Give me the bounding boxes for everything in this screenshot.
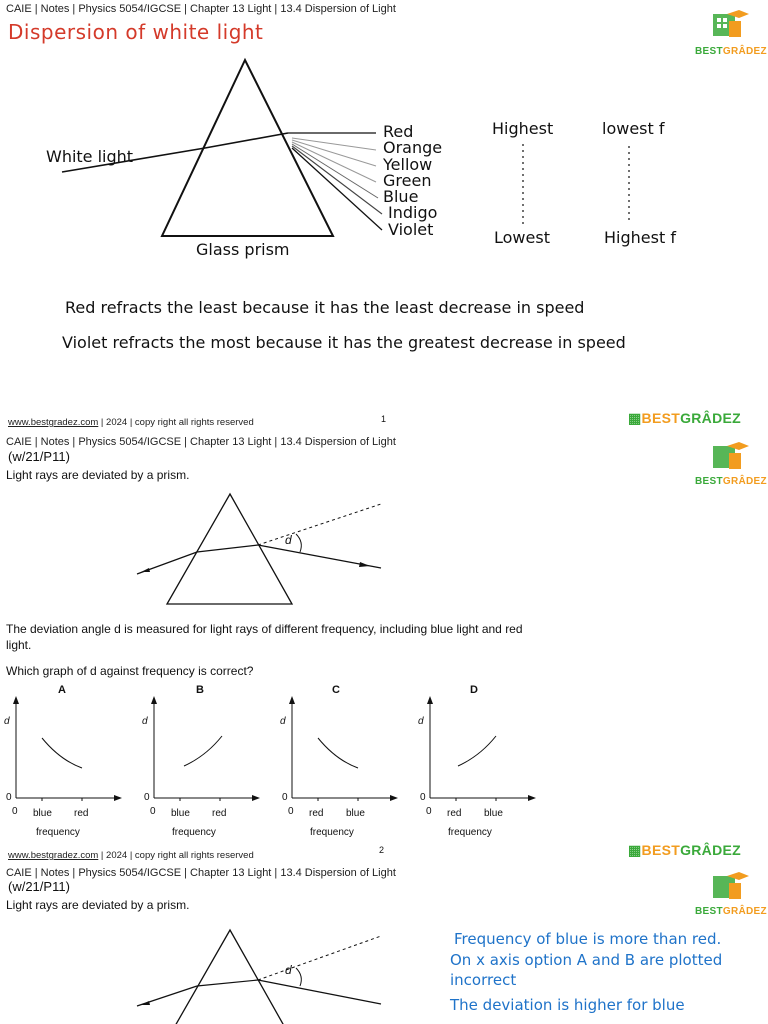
graph-axis-x: frequency — [36, 827, 80, 838]
footer-url[interactable]: www.bestgradez.com — [8, 417, 99, 428]
note-3: incorrect — [450, 971, 517, 989]
graph-tick-2: red — [74, 808, 89, 819]
note-4: The deviation is higher for blue — [450, 996, 685, 1014]
question-ref-3: (w/21/P11) — [8, 879, 70, 894]
brand-part2: GRÂDEZ — [722, 46, 767, 57]
spectrum-colors — [383, 124, 442, 238]
footer-logo-1-part2: GRÂDEZ — [680, 410, 741, 426]
footer-logo-1: ▦BESTGRÂDEZ — [628, 410, 741, 426]
graph-label: A — [58, 684, 66, 696]
graph-B[interactable] — [138, 680, 268, 840]
page-title: Dispersion of white light — [8, 20, 264, 44]
graph-tick-2: red — [212, 808, 227, 819]
col2-top: lowest f — [602, 119, 665, 138]
page-header: CAIE | Notes | Physics 5054/IGCSE | Chapter 13 Light | 13.4 Dispersion of Light — [6, 3, 396, 15]
footer-logo-2: ▦BESTGRÂDEZ — [628, 842, 741, 858]
graph-D[interactable] — [414, 680, 544, 840]
color-indigo: Indigo — [388, 203, 438, 223]
brand3-part1: BEST — [695, 906, 723, 917]
page-header-2: CAIE | Notes | Physics 5054/IGCSE | Chapter 13 Light | 13.4 Dispersion of Light — [6, 436, 396, 448]
graph-label: C — [332, 684, 340, 696]
graph-axis-y: d — [142, 716, 148, 727]
graph-A[interactable] — [0, 680, 130, 840]
graph-axis-y: d — [418, 716, 424, 727]
question-ref-2: (w/21/P11) — [8, 449, 70, 464]
graph-tick-2: blue — [484, 808, 503, 819]
brand-logo-2 — [693, 440, 767, 490]
graph-origin-x: 0 — [288, 806, 294, 817]
graph-tick-1: red — [309, 808, 324, 819]
note-2: On x axis option A and B are plotted — [450, 951, 723, 969]
graph-origin: 0 — [6, 792, 12, 803]
graph-axis-x: frequency — [310, 827, 354, 838]
graph-tick-1: blue — [33, 808, 52, 819]
graph-axis-y: d — [4, 716, 10, 727]
page-number-1: 1 — [381, 414, 387, 424]
ray-blue — [292, 144, 378, 198]
question-prompt-2: Which graph of d against frequency is correct? — [6, 664, 254, 678]
label-white-light: White light — [46, 147, 134, 166]
logo-icon-3 — [693, 870, 763, 910]
footer-logo-2-part2: GRÂDEZ — [680, 842, 741, 858]
graph-label: D — [470, 684, 478, 696]
ray-violet — [292, 148, 382, 230]
brand-part1: BEST — [695, 46, 723, 57]
graph-label: B — [196, 684, 204, 696]
label-glass-prism: Glass prism — [196, 240, 290, 259]
question-intro-3: Light rays are deviated by a prism. — [6, 898, 190, 912]
graph-origin-x: 0 — [150, 806, 156, 817]
footer-logo-2-part1: BEST — [641, 842, 681, 858]
graph-origin-x: 0 — [426, 806, 432, 817]
graph-origin-x: 0 — [12, 806, 18, 817]
footer-1 — [8, 417, 254, 428]
graph-tick-1: red — [447, 808, 462, 819]
graph-C[interactable] — [276, 680, 406, 840]
refracted-ray — [205, 133, 288, 148]
brand3-part2: GRÂDEZ — [722, 906, 767, 917]
graph-axis-x: frequency — [448, 827, 492, 838]
graph-axis-y: d — [280, 716, 286, 727]
graph-origin: 0 — [420, 792, 426, 803]
color-yellow: Yellow — [383, 154, 433, 174]
graph-tick-1: blue — [171, 808, 190, 819]
brand-logo-3 — [693, 870, 767, 920]
color-violet: Violet — [388, 219, 434, 239]
answer-graphs — [0, 680, 560, 845]
page-number-2: 2 — [379, 845, 385, 855]
answer-notes — [450, 929, 722, 1016]
footer-text: | 2024 | copy right all rights reserved — [98, 417, 254, 428]
color-orange: Orange — [383, 138, 443, 158]
graph-axis-x: frequency — [172, 827, 216, 838]
note-line-2: Violet refracts the most because it has the greatest decrease in speed — [62, 333, 626, 352]
glass-prism — [162, 60, 333, 236]
color-green: Green — [383, 170, 432, 190]
footer-2 — [8, 850, 254, 861]
question-intro-2: Light rays are deviated by a prism. — [6, 468, 190, 482]
footer-url-2[interactable]: www.bestgradez.com — [8, 850, 99, 861]
color-blue: Blue — [383, 187, 419, 207]
page-header-3: CAIE | Notes | Physics 5054/IGCSE | Chapter 13 Light | 13.4 Dispersion of Light — [6, 867, 396, 879]
angle-d-label-2: d — [285, 533, 292, 547]
col2-bottom: Highest f — [604, 228, 676, 247]
note-line-1: Red refracts the least because it has the least decrease in speed — [65, 298, 585, 317]
brand2-part1: BEST — [695, 476, 723, 487]
brand2-part2: GRÂDEZ — [722, 476, 767, 487]
col1-bottom: Lowest — [494, 228, 550, 247]
note-1: Frequency of blue is more than red. — [454, 930, 722, 948]
graph-tick-2: blue — [346, 808, 365, 819]
angle-d-label-3: d — [285, 963, 292, 977]
deviation-diagram — [0, 490, 768, 630]
logo-icon-2 — [693, 440, 763, 480]
graph-origin: 0 — [282, 792, 288, 803]
graph-origin: 0 — [144, 792, 150, 803]
color-red: Red — [383, 122, 414, 141]
footer-text-2: | 2024 | copy right all rights reserved — [98, 850, 254, 861]
col1-top: Highest — [492, 119, 554, 138]
question-para-2: The deviation angle d is measured for light rays of different frequency, including blue light and red light. — [6, 622, 523, 652]
footer-logo-1-part1: BEST — [641, 410, 681, 426]
